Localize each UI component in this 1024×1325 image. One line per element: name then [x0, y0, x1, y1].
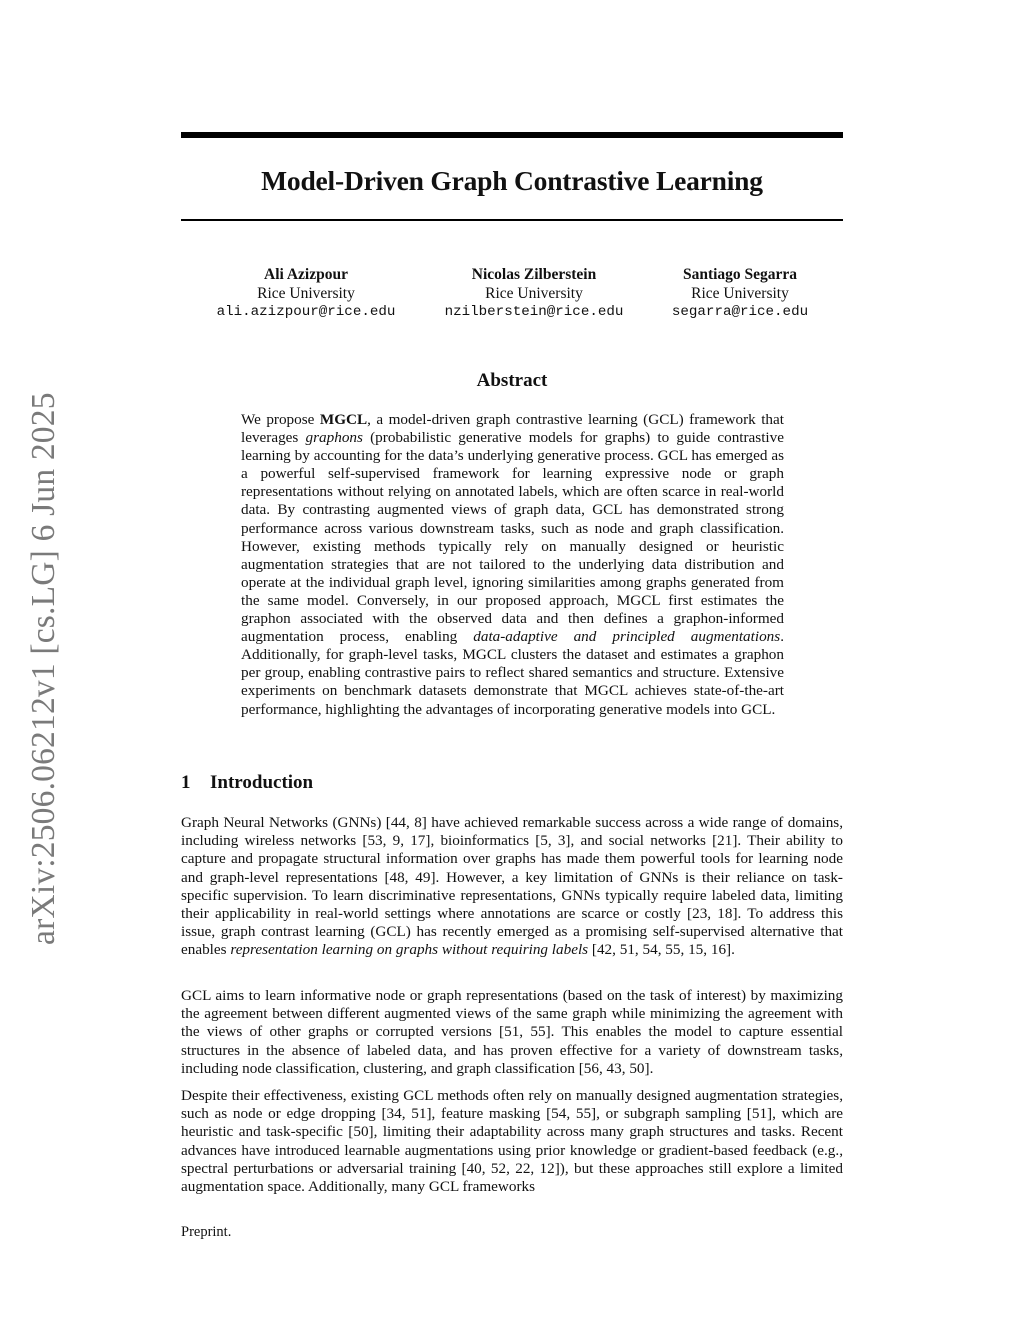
- abstract-body: [241, 411, 784, 719]
- intro-paragraph: Despite their effectiveness, existing GCL methods often rely on manually designed augmentation strategies, such as node or edge dropping [34, 51], feature masking [54, 55], or subgraph sampling [51], which are heuristic and task-specific [50], limiting their adaptability across many graph structures and tasks. Recent advances have introduced learnable augmentations using prior knowledge or gradient-based feedback (e.g., spectral perturbations or adversarial training [40, 52, 22, 12]), but these approaches still explore a limited augmentation space. Additionally, many GCL frameworks: [181, 1087, 843, 1196]
- author-email[interactable]: segarra@rice.edu: [671, 304, 809, 320]
- abstract-text: (probabilistic generative models for graphs) to guide contrastive learning by accounting for the data’s underlying generative process. GCL has emerged as a powerful self-supervised framework for learning expressive node or graph representations without relying on annotated labels, which are often scarce in real-world data. By contrasting augmented views of graph data, GCL has demonstrated strong performance across various downstream tasks, such as node and graph classification. However, existing methods typically rely on manually designed or heuristic augmentation strategies that are not tailored to the underlying data distribution and operate at the individual graph level, ignoring similarities among graphs generated from the same model. Conversely, in our proposed approach, MGCL first estimates the graphon associated with the observed data and then defines a graphon-informed augmentation process, enabling: [241, 429, 784, 646]
- paragraph-text: Graph Neural Networks (GNNs) [44, 8] have achieved remarkable success across a wide range of domains, including wireless networks [53, 9, 17], bioinformatics [5, 3], and social networks [21]. Their ability to capture and propagate structural information over graphs has made them powerful tools for learning node and graph-level representations [48, 49]. However, a key limitation of GNNs is their reliance on task-specific supervision. To learn discriminative representations, GNNs typically require labeled data, limiting their applicability in real-world settings where annotations are scarce or costly [23, 18]. To address this issue, graph contrast learning (GCL) has recently emerged as a promising self-supervised alternative that enables: [181, 814, 843, 959]
- abstract-text: , a model-driven graph contrastive learning (GCL) framework that leverages: [241, 411, 784, 447]
- author-email[interactable]: nzilberstein@rice.edu: [444, 304, 624, 320]
- author-email[interactable]: ali.azizpour@rice.edu: [216, 304, 396, 320]
- author-name: Nicolas Zilberstein: [471, 266, 597, 283]
- abstract-text-italic: graphons: [305, 429, 363, 447]
- abstract-text: . Additionally, for graph-level tasks, MGCL clusters the dataset and estimates a graphon per group, enabling contrastive pairs to reflect shared semantics and structure. Extensive experiments on benchmark datasets demonstrate that MGCL achieves state-of-the-art performance, highlighting the advantages of incorporating generative models into GCL.: [241, 628, 784, 718]
- author-affiliation: Rice University: [691, 284, 789, 302]
- paper-title: Model-Driven Graph Contrastive Learning: [261, 165, 763, 196]
- paragraph-text: [42, 51, 54, 55, 15, 16].: [588, 941, 735, 959]
- abstract-text: We propose: [241, 411, 320, 428]
- author-block: [200, 266, 412, 322]
- title-top-rule: [181, 132, 843, 138]
- abstract-heading: Abstract: [476, 370, 548, 391]
- intro-paragraph: [181, 814, 843, 960]
- author-name: Ali Azizpour: [264, 266, 348, 283]
- author-block: [430, 266, 638, 322]
- title-bottom-rule: [181, 219, 843, 221]
- arxiv-identifier: arXiv:2506.06212v1 [cs.LG] 6 Jun 2025: [25, 392, 62, 945]
- section-number: 1: [181, 772, 191, 793]
- author-name: Santiago Segarra: [682, 266, 798, 283]
- author-affiliation: Rice University: [485, 284, 583, 302]
- footer-note: Preprint.: [181, 1224, 232, 1240]
- author-block: [660, 266, 820, 322]
- author-affiliation: Rice University: [257, 284, 355, 302]
- abstract-text-italic: data-adaptive and principled augmentations: [473, 628, 781, 646]
- section-title: Introduction: [210, 772, 314, 793]
- section-heading-introduction: [181, 771, 581, 795]
- paragraph-text-italic: representation learning on graphs without requiring labels: [230, 941, 589, 959]
- intro-paragraph: GCL aims to learn informative node or graph representations (based on the task of interest) by maximizing the agreement between different augmented views of the same graph while minimizing the agreement with the views of other graphs or corrupted versions [51, 55]. This enables the model to capture essential structures in the absence of labeled data, and has proven effective for a variety of downstream tasks, including node classification, clustering, and graph classification [56, 43, 50].: [181, 987, 843, 1077]
- abstract-text-bold: MGCL: [319, 411, 368, 428]
